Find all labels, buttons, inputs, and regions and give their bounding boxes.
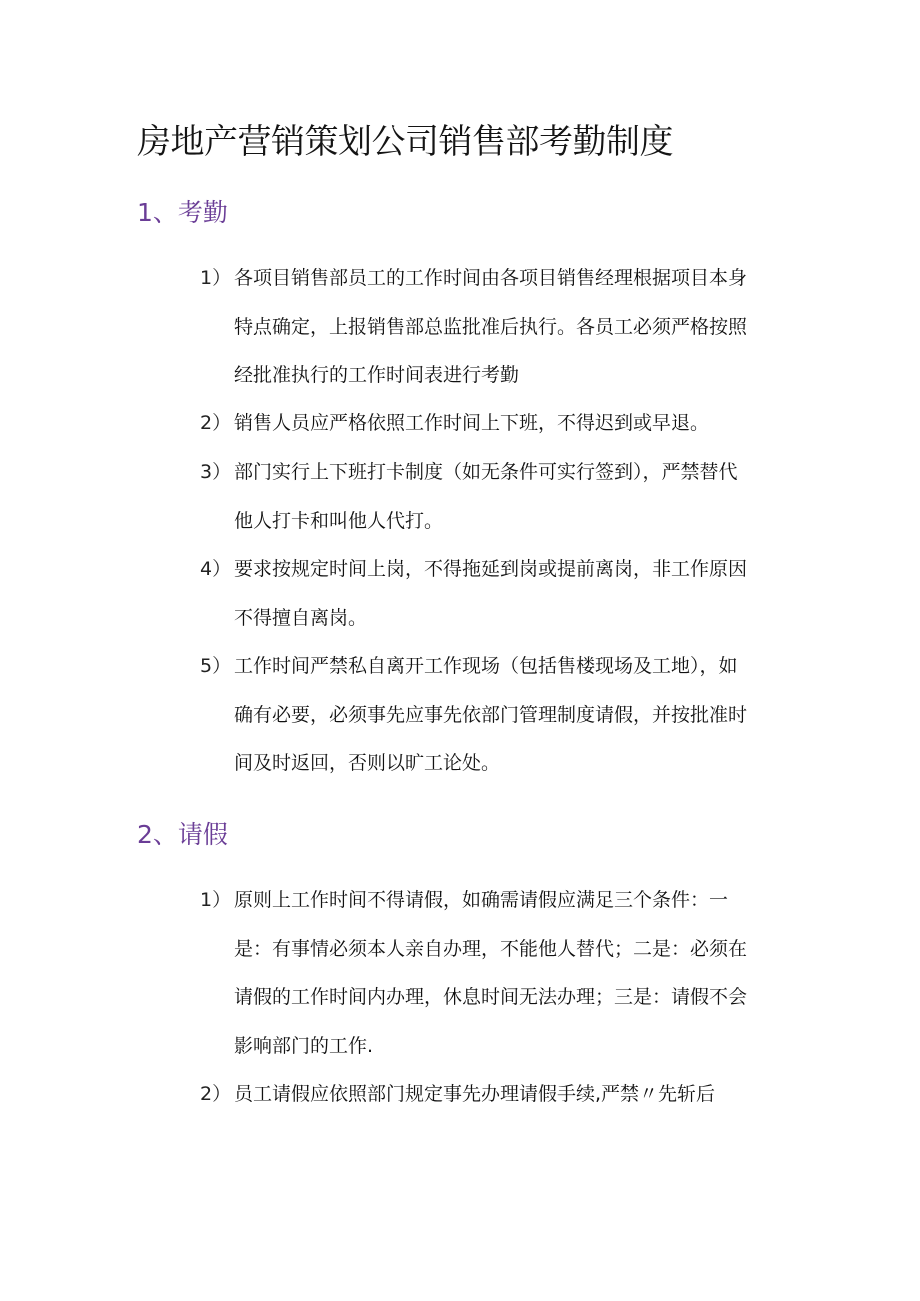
item-line: 间及时返回，否则以旷工论处。	[234, 752, 501, 774]
item-line: 要求按规定时间上岗，不得拖延到岗或提前离岗，非工作原因	[234, 558, 748, 580]
item-number: 1）	[200, 889, 232, 911]
item-number: 4）	[200, 558, 232, 580]
item-line: 确有必要，必须事先应事先依部门管理制度请假，并按批准时	[234, 703, 748, 726]
item-line: 请假的工作时间内办理，休息时间无法办理；三是：请假不会	[234, 986, 748, 1008]
item-line: 特点确定，上报销售部总监批准后执行。各员工必须严格按照	[234, 315, 748, 338]
list-item	[200, 876, 790, 1070]
item-line: 销售人员应严格依照工作时间上下班，不得迟到或早退。	[234, 412, 710, 434]
section-heading-attendance: 1、考勤	[137, 198, 228, 227]
item-line: 原则上工作时间不得请假，如确需请假应满足三个条件：一	[234, 889, 729, 911]
list-item	[200, 399, 790, 448]
list-item	[200, 1070, 790, 1119]
item-line: 各项目销售部员工的工作时间由各项目销售经理根据项目本身	[234, 267, 748, 289]
list-item	[200, 448, 790, 545]
item-line: 部门实行上下班打卡制度（如无条件可实行签到），严禁替代	[234, 461, 738, 483]
item-line: 工作时间严禁私自离开工作现场（包括售楼现场及工地），如	[234, 655, 738, 677]
item-text	[234, 1070, 790, 1119]
item-text	[234, 876, 790, 1070]
item-line: 不得擅自离岗。	[234, 606, 368, 629]
item-line: 是：有事情必须本人亲自办理，不能他人替代；二是：必须在	[234, 937, 748, 960]
item-text	[234, 254, 790, 400]
document-title: 房地产营销策划公司销售部考勤制度	[137, 122, 673, 162]
item-number: 2）	[200, 1083, 232, 1105]
item-line: 经批准执行的工作时间表进行考勤	[234, 364, 520, 386]
list-item	[200, 254, 790, 400]
item-line: 影响部门的工作.	[234, 1034, 374, 1057]
item-number: 5）	[200, 655, 232, 677]
list-item	[200, 642, 790, 788]
item-number: 2）	[200, 412, 232, 434]
item-text	[234, 545, 790, 642]
item-number: 1）	[200, 267, 232, 289]
item-text	[234, 448, 790, 545]
section-heading-leave: 2、请假	[137, 820, 228, 849]
item-line: 员工请假应依照部门规定事先办理请假手续,严禁〃先斩后	[234, 1083, 716, 1105]
item-line: 他人打卡和叫他人代打。	[234, 509, 444, 532]
item-text	[234, 399, 790, 448]
list-item	[200, 545, 790, 642]
item-number: 3）	[200, 461, 232, 483]
item-text	[234, 642, 790, 788]
